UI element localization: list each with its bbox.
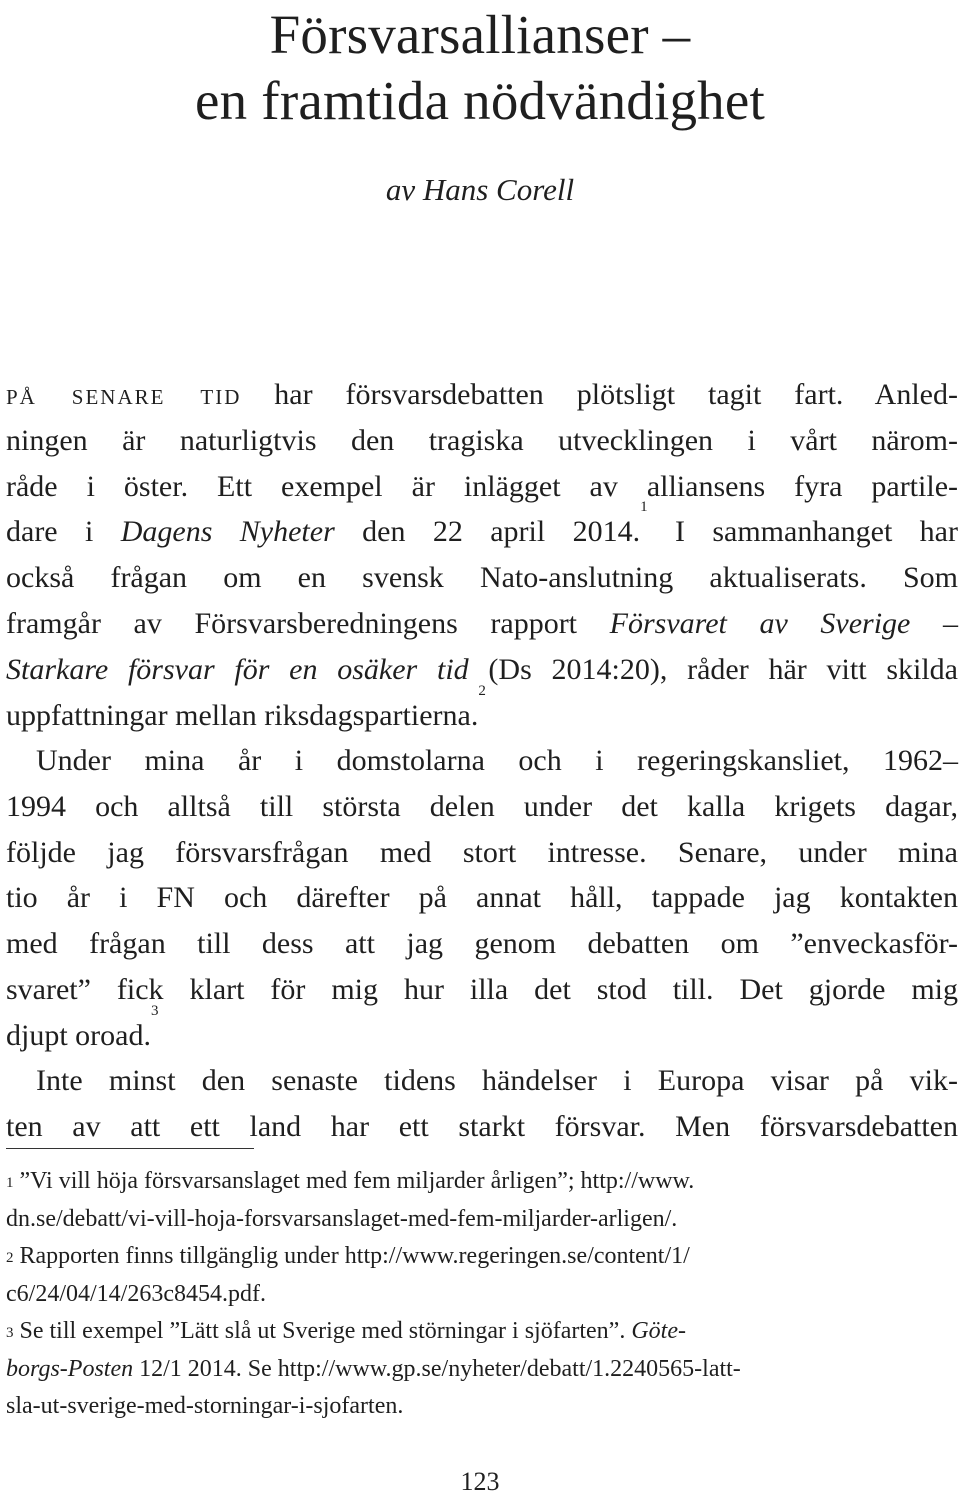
text-line: svaret” fick klart för mig hur illa det stod till. Det gjorde mig — [6, 972, 958, 1006]
text-line: följde jag försvarsfrågan med stort intresse. Senare, under mina — [6, 835, 958, 869]
report-subtitle: Starkare försvar för en osäker tid — [6, 652, 469, 686]
newspaper-title: Dagens Nyheter — [120, 515, 335, 549]
text-line: djupt oroad.$^3$ — [6, 1002, 159, 1052]
chapter-title — [0, 2, 960, 134]
text-line: uppfattningar mellan riksdagspartierna.$^2$ — [6, 682, 486, 732]
footnote-3-line-2: borgs-Posten 12/1 2014. Se http://www.gp.se/nyheter/debatt/1.2240565-latt- — [6, 1355, 741, 1382]
text-line: Starkare försvar för en osäker tid (Ds 2014:20), råder här vitt skilda — [6, 652, 958, 686]
text-line: Inte minst den senaste tidens händelser i Europa visar på vik- — [36, 1064, 958, 1097]
footnote-ref-1[interactable]: 1 — [640, 499, 648, 516]
text-line: ten av att ett land har ett starkt försvar. Men försvarsdebatten — [6, 1109, 958, 1143]
small-caps-opening: på senare tid — [6, 378, 242, 411]
text-line: med frågan till dess att jag genom debatten om ”enveckasför- — [6, 927, 958, 961]
chapter-title-line-2: en framtida nödvändighet — [195, 70, 765, 131]
author-byline: av Hans Corell — [385, 172, 575, 207]
footnote-divider — [6, 1148, 254, 1149]
footnote-ref-2[interactable]: 2 — [478, 682, 486, 699]
footnote-number: 3 — [6, 1325, 14, 1341]
report-title: Försvaret av Sverige – — [609, 606, 958, 640]
footnote-number: 1 — [6, 1175, 14, 1191]
text-line: på senare tid har försvarsdebatten plötsligt tagit fart. Anled- — [6, 378, 958, 411]
text-line: Under mina år i domstolarna och i regeringskansliet, 1962– — [36, 744, 958, 777]
text-line: råde i öster. Ett exempel är inlägget av alliansens fyra partile- — [6, 469, 958, 503]
footnote-ref-3[interactable]: 3 — [150, 1002, 159, 1019]
footnote-3-line-1: $^3$ Se till exempel ”Lätt slå ut Sverige med störningar i sjöfarten”. Göte- — [6, 1318, 686, 1344]
footnote-3-line-3: sla-ut-sverige-med-storningar-i-sjofarten. — [6, 1393, 404, 1419]
footnote-1-line-2: dn.se/debatt/vi-vill-hoja-forsvarsanslaget-med-fem-miljarder-arligen/. — [6, 1205, 678, 1232]
text-line: också frågan om en svensk Nato-anslutning aktualiserats. Som — [6, 561, 958, 595]
footnote-number: 2 — [6, 1250, 14, 1266]
paragraph-1 — [6, 372, 958, 738]
footnote-1-line-1: $^1$ ”Vi vill höja försvarsanslaget med fem miljarder årligen”; http://www. — [6, 1168, 695, 1194]
text-line: dare i Dagens Nyheter den 22 april 2014.$^1$ I sammanhanget har — [6, 499, 958, 549]
footnote-2-line-1: $^2$ Rapporten finns tillgänglig under http://www.regeringen.se/content/1/ — [6, 1243, 690, 1269]
text-line: framgår av Försvarsberedningens rapport Försvaret av Sverige – — [6, 606, 958, 640]
footnotes — [6, 1163, 906, 1426]
text-line: tio år i FN och därefter på annat håll, tappade jag kontakten — [6, 881, 958, 915]
text-line: 1994 och alltså till största delen under det kalla krigets dagar, — [6, 789, 958, 823]
paragraph-3 — [6, 1058, 958, 1150]
chapter-title-line-1: Försvarsallianser – — [269, 4, 691, 65]
page-number: 123 — [460, 1467, 500, 1496]
text-line: ningen är naturligtvis den tragiska utvecklingen i vårt närom- — [6, 423, 958, 457]
footnote-2-line-2: c6/24/04/14/263c8454.pdf. — [6, 1280, 266, 1307]
paragraph-2 — [6, 738, 958, 1059]
